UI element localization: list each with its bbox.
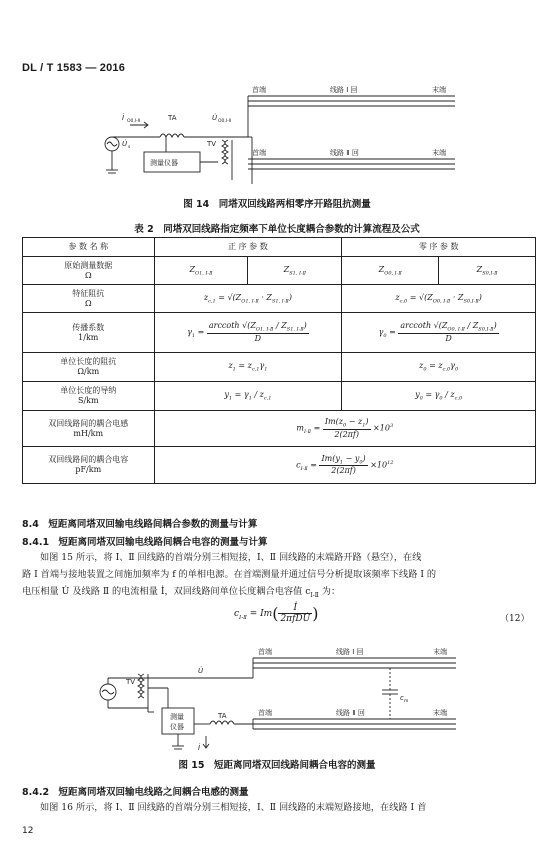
table-2	[22, 237, 536, 484]
table-row	[23, 382, 536, 411]
formula-cell: $Z_{O0, Ⅰ-Ⅱ}$	[342, 257, 439, 285]
fig14-current-label: İ	[122, 114, 125, 122]
row-unit: Ω	[84, 270, 92, 280]
row-unit: S/km	[77, 396, 99, 405]
fig15-ta-label: TA	[218, 712, 227, 720]
formula-cell: $c_{Ⅰ-Ⅱ}$ = $\frac{Im(y_1 - y_0)}{2(2\pi f)}$ $\times 10^{12}$	[154, 447, 535, 484]
fig14-source-label: U̇	[122, 140, 128, 148]
row-unit: pF/km	[75, 465, 102, 474]
table-row	[23, 447, 536, 484]
header-zero: 零 序 参 数	[342, 238, 536, 257]
fig15-cm-label: c	[400, 694, 404, 702]
formula-cell: $Z_{O1, Ⅰ-Ⅱ}$	[154, 257, 248, 285]
fig14-source-sub: s	[128, 145, 131, 150]
fig14-instrument-label: 测量仪器	[150, 159, 178, 167]
formula-cell: $\gamma_0$ = $\frac{arccoth √(Z_{O0, Ⅰ-Ⅱ} / Z_{S0,Ⅰ-Ⅱ})}{D}$	[342, 313, 536, 353]
paragraph-8-4-1-line3: 电压相量 U̇ 及线路 Ⅱ 的电流相量 İ，双回线路间单位长度耦合电容值 c	[22, 586, 311, 597]
equation-12-number: （12）	[500, 614, 530, 624]
row-name: 单位长度的导纳	[60, 386, 117, 395]
fig14-head2-label: 首端	[252, 149, 266, 157]
fig14-ta-label: TA	[168, 114, 177, 122]
figure-15-caption: 图 15 短距离同塔双回线路间耦合电容的测量	[178, 760, 376, 771]
fig15-voltage-label: U̇	[198, 667, 204, 675]
fig15-head1-label: 首端	[258, 648, 272, 656]
formula-cell: $y_0 = \gamma_0 / z_{c,0}$	[342, 382, 536, 411]
fig15-instrument-label-2: 仪器	[170, 723, 184, 731]
table-row	[23, 285, 536, 313]
fig14-end2-label: 末端	[432, 149, 446, 157]
section-8-4-title: 8.4 短距离同塔双回输电线路间耦合参数的测量与计算	[22, 519, 258, 530]
row-name: 特征阻抗	[72, 288, 105, 298]
formula-cell: $m_{Ⅰ-Ⅱ}$ = $\frac{Im(z_0 - z_1)}{2(2\pi f)}$ $\times 10^3$	[154, 411, 535, 447]
fig14-line2-label: 线路 Ⅱ 回	[330, 149, 359, 157]
row-name: 双回线路间的耦合电感	[48, 418, 129, 428]
row-unit: 1/km	[78, 332, 99, 342]
table-row	[23, 353, 536, 382]
formula-cell: $z_{c,1} = √(Z_{O1, Ⅰ-Ⅱ} \cdot Z_{S1, Ⅰ-Ⅱ})$	[154, 285, 342, 313]
row-name: 双回线路间的耦合电容	[48, 455, 129, 464]
fig14-end1-label: 末端	[432, 86, 446, 94]
paragraph-8-4-2-line1: 如图 16 所示，将 Ⅰ、Ⅱ 回线路的首端分别三相短接，Ⅰ、Ⅱ 回线路的末端短路接地，在线路 Ⅰ 首	[40, 802, 427, 813]
formula-cell: $\gamma_1$ = $\frac{arccoth √(Z_{O1, Ⅰ-Ⅱ} / Z_{S1, Ⅰ-Ⅱ})}{D}$	[154, 313, 342, 353]
header-positive: 正 序 参 数	[154, 238, 342, 257]
formula-cell: $z_{c,0} = √(Z_{O0, Ⅰ-Ⅱ} \cdot Z_{S0,Ⅰ-Ⅱ})$	[342, 285, 536, 313]
figure-14-diagram	[100, 80, 460, 190]
section-8-4-2-title: 8.4.2 短距离同塔双回输电线路之间耦合电感的测量	[22, 787, 249, 798]
row-unit: mH/km	[73, 428, 104, 438]
table-row	[23, 411, 536, 447]
formula-cell: $z_0 = z_{c,0}\gamma_0$	[342, 353, 536, 382]
fig15-end2-label: 末端	[433, 709, 447, 717]
fig15-instrument-label-1: 测量	[170, 713, 184, 721]
table-2-caption: 表 2 同塔双回线路指定频率下单位长度耦合参数的计算流程及公式	[134, 224, 420, 235]
paragraph-8-4-1-line2: 路 Ⅰ 首端与接地装置之间施加频率为 f 的单相电源。在首端测量并通过信号分析提取该频率下线路 Ⅰ 的	[22, 569, 437, 580]
fig15-cm-sub: m	[404, 699, 409, 704]
row-name: 单位长度的阻抗	[60, 357, 117, 366]
fig15-tv-label: TV	[126, 678, 136, 686]
formula-cell: $z_1 = z_{c,1}\gamma_1$	[154, 353, 342, 382]
paragraph-8-4-1-line1: 如图 15 所示，将 Ⅰ、Ⅱ 回线路的首端分别三相短接，Ⅰ、Ⅱ 回线路的末端路开路（悬空），在线	[40, 552, 422, 563]
row-name: 传播系数	[72, 322, 105, 332]
fig15-line2-label: 线路 Ⅱ 回	[336, 709, 365, 717]
page-number: 12	[22, 826, 34, 836]
fig15-end1-label: 末端	[433, 648, 447, 656]
formula-cell: $Z_{S0,Ⅰ-Ⅱ}$	[439, 257, 536, 285]
document-id: DL / T 1583 — 2016	[22, 62, 126, 74]
section-8-4-1-title: 8.4.1 短距离同塔双回输电线路间耦合电容的测量与计算	[22, 537, 268, 548]
fig15-line1-label: 线路 Ⅰ 回	[336, 648, 364, 656]
fig14-voltage-sub: O0,Ⅰ-Ⅱ	[218, 119, 232, 124]
header-param: 参 数 名 称	[23, 238, 155, 257]
paragraph-8-4-1-line3-end: 为：	[318, 586, 341, 597]
fig14-current-sub: O0,Ⅰ-Ⅱ	[127, 119, 141, 124]
paragraph-8-4-1-line3-sub: Ⅰ-Ⅱ	[310, 591, 319, 599]
fig14-tv-label: TV	[207, 140, 217, 148]
table-header-row	[23, 238, 536, 257]
fig14-voltage-label: U̇	[212, 114, 218, 122]
formula-cell: $y_1 = \gamma_1 / z_{c,1}$	[154, 382, 342, 411]
row-name: 原始测量数据	[64, 260, 113, 270]
figure-15-diagram	[98, 642, 460, 754]
equation-12: $c_{Ⅰ-Ⅱ} = Im$( $\frac{İ}{\text{2πfDU̇}}$ )	[234, 603, 319, 624]
fig15-current-label: İ	[198, 744, 201, 752]
fig15-head2-label: 首端	[258, 709, 272, 717]
formula-cell: $Z_{S1, Ⅰ-Ⅱ}$	[248, 257, 342, 285]
fig14-head1-label: 首端	[252, 86, 266, 94]
row-unit: Ω/km	[77, 367, 100, 376]
row-unit: Ω	[84, 298, 92, 308]
figure-14-caption: 图 14 同塔双回线路两相零序开路阻抗测量	[183, 199, 371, 210]
table-row	[23, 313, 536, 353]
table-row	[23, 257, 536, 285]
fig14-line1-label: 线路 Ⅰ 回	[330, 86, 358, 94]
